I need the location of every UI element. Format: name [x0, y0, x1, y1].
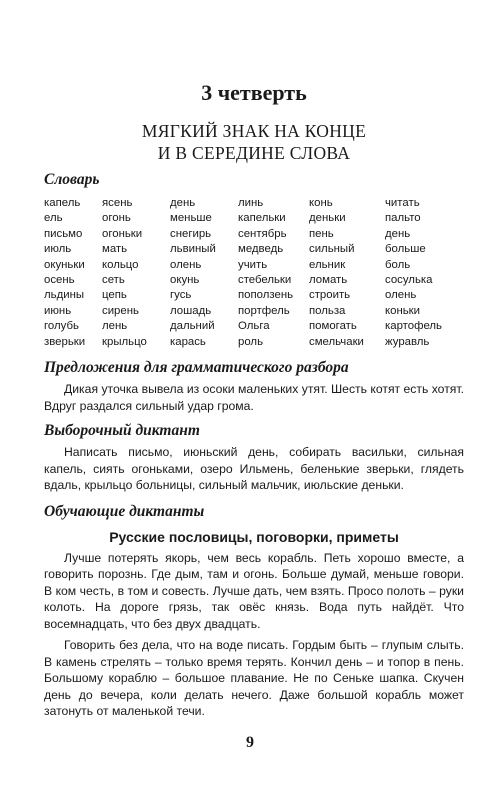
grammar-heading: Предложения для грамматического разбора: [44, 359, 349, 377]
vocab-word: голубь: [44, 320, 79, 333]
vocab-word: учить: [238, 258, 268, 271]
vocab-word: пальто: [385, 212, 421, 225]
vocab-word: пень: [309, 227, 334, 240]
vocab-word: коньки: [385, 304, 421, 317]
vocab-grid: [44, 196, 464, 350]
vocab-word: медведь: [238, 243, 284, 256]
selective-text: Написать письмо, июньский день, собирать васильки, сильная капель, сиять огоньками, озеро Ильмень, беленькие зверьки, глядеть вдаль, крыльцо больницы, сильный мальчик, июльские деньки.: [44, 445, 464, 493]
vocab-word: июнь: [44, 304, 72, 317]
vocab-word: день: [170, 197, 196, 209]
topic-title: [44, 120, 464, 164]
vocab-word: снегирь: [170, 227, 212, 240]
vocab-word: Ольга: [238, 320, 270, 333]
vocab-word: цепь: [102, 289, 127, 302]
vocab-word: мать: [102, 243, 128, 256]
vocab-word: день: [385, 227, 411, 240]
vocab-word: льдины: [44, 289, 85, 302]
vocab-word: ясень: [102, 197, 133, 209]
vocab-word: ельник: [309, 258, 346, 271]
vocab-word: сосулька: [385, 274, 433, 287]
vocab-word: окуньки: [44, 258, 85, 271]
vocab-word: помогать: [309, 320, 357, 333]
vocab-word: смельчаки: [309, 335, 364, 348]
topic-line-2: И В СЕРЕДИНЕ СЛОВА: [157, 143, 351, 163]
vocab-word: сирень: [102, 304, 139, 317]
vocab-word: кольцо: [102, 258, 139, 271]
vocab-word: линь: [238, 197, 264, 209]
vocab-word: журавль: [385, 335, 430, 348]
vocab-word: олень: [385, 289, 417, 302]
vocab-heading: Словарь: [44, 171, 100, 188]
teaching-heading: Обучающие диктанты: [44, 502, 205, 520]
vocab-word: лошадь: [170, 304, 212, 317]
vocab-word: зверьки: [44, 335, 86, 348]
vocab-word: поползень: [238, 289, 294, 302]
proverbs-paragraph-1: Лучше потерять якорь, чем весь корабль. Петь хорошо вместе, а говорить порознь. Где дым, там и огонь. Больше думай, меньше говори. В ком честь, в том и совесть. Лучше дать, чем взять. Просо полоть – руки колоть. На дороге грязь, так овёс князь. Вода путь найдёт. Что восемнадцать, что без двух двадцать.: [44, 550, 464, 631]
proverbs-paragraph-2: Говорить без дела, что на воде писать. Гордым быть – глупым слыть. В камень стрелять – только время терять. Кончил день – и топор в пень. Большому кораблю – большое плавание. Не по Сеньке шапка. Скучен день до вечера, коли делать нечего. Даже большой корабль может затонуть от маленькой течи.: [44, 638, 464, 719]
vocab-word: строить: [309, 289, 351, 302]
vocab-word: огоньки: [102, 227, 143, 240]
vocab-word: июль: [44, 243, 72, 256]
vocab-word: сеть: [102, 274, 125, 287]
page-number: 9: [246, 734, 254, 751]
vocab-word: ломать: [309, 274, 348, 287]
vocab-word: роль: [238, 335, 264, 348]
vocab-word: осень: [44, 274, 75, 287]
vocab-word: сентябрь: [238, 227, 287, 240]
vocab-word: огонь: [102, 212, 131, 225]
vocab-word: сильный: [309, 243, 355, 256]
vocab-word: читать: [385, 197, 420, 209]
selective-heading: Выборочный диктант: [44, 422, 200, 440]
vocab-word: дальний: [170, 320, 215, 333]
grammar-text: Дикая уточка вывела из осоки маленьких утят. Шесть котят есть хотят. Вдруг раздался сильный удар грома.: [44, 382, 464, 413]
vocab-word: олень: [170, 258, 202, 271]
vocab-word: польза: [309, 304, 346, 317]
vocab-word: львиный: [170, 243, 216, 256]
vocab-word: письмо: [44, 227, 83, 240]
vocab-word: стебельки: [238, 274, 292, 287]
vocab-word: окунь: [170, 274, 200, 287]
vocab-word: меньше: [170, 212, 212, 225]
vocab-word: боль: [385, 258, 411, 271]
quarter-title: 3 четверть: [201, 80, 307, 105]
vocab-word: больше: [385, 243, 426, 256]
topic-line-1: МЯГКИЙ ЗНАК НА КОНЦЕ: [141, 121, 367, 141]
vocab-word: картофель: [385, 320, 442, 333]
vocab-word: гусь: [170, 289, 192, 302]
proverbs-heading: Русские пословицы, поговорки, приметы: [109, 528, 399, 545]
vocab-word: портфель: [238, 304, 290, 317]
vocab-word: деньки: [309, 212, 346, 225]
vocab-word: карась: [170, 335, 206, 348]
vocab-word: лень: [102, 320, 128, 333]
vocab-word: ель: [44, 212, 63, 225]
vocab-word: конь: [309, 197, 333, 209]
vocab-word: капельки: [238, 212, 286, 225]
vocab-word: крыльцо: [102, 335, 147, 348]
vocab-word: капель: [44, 197, 81, 209]
